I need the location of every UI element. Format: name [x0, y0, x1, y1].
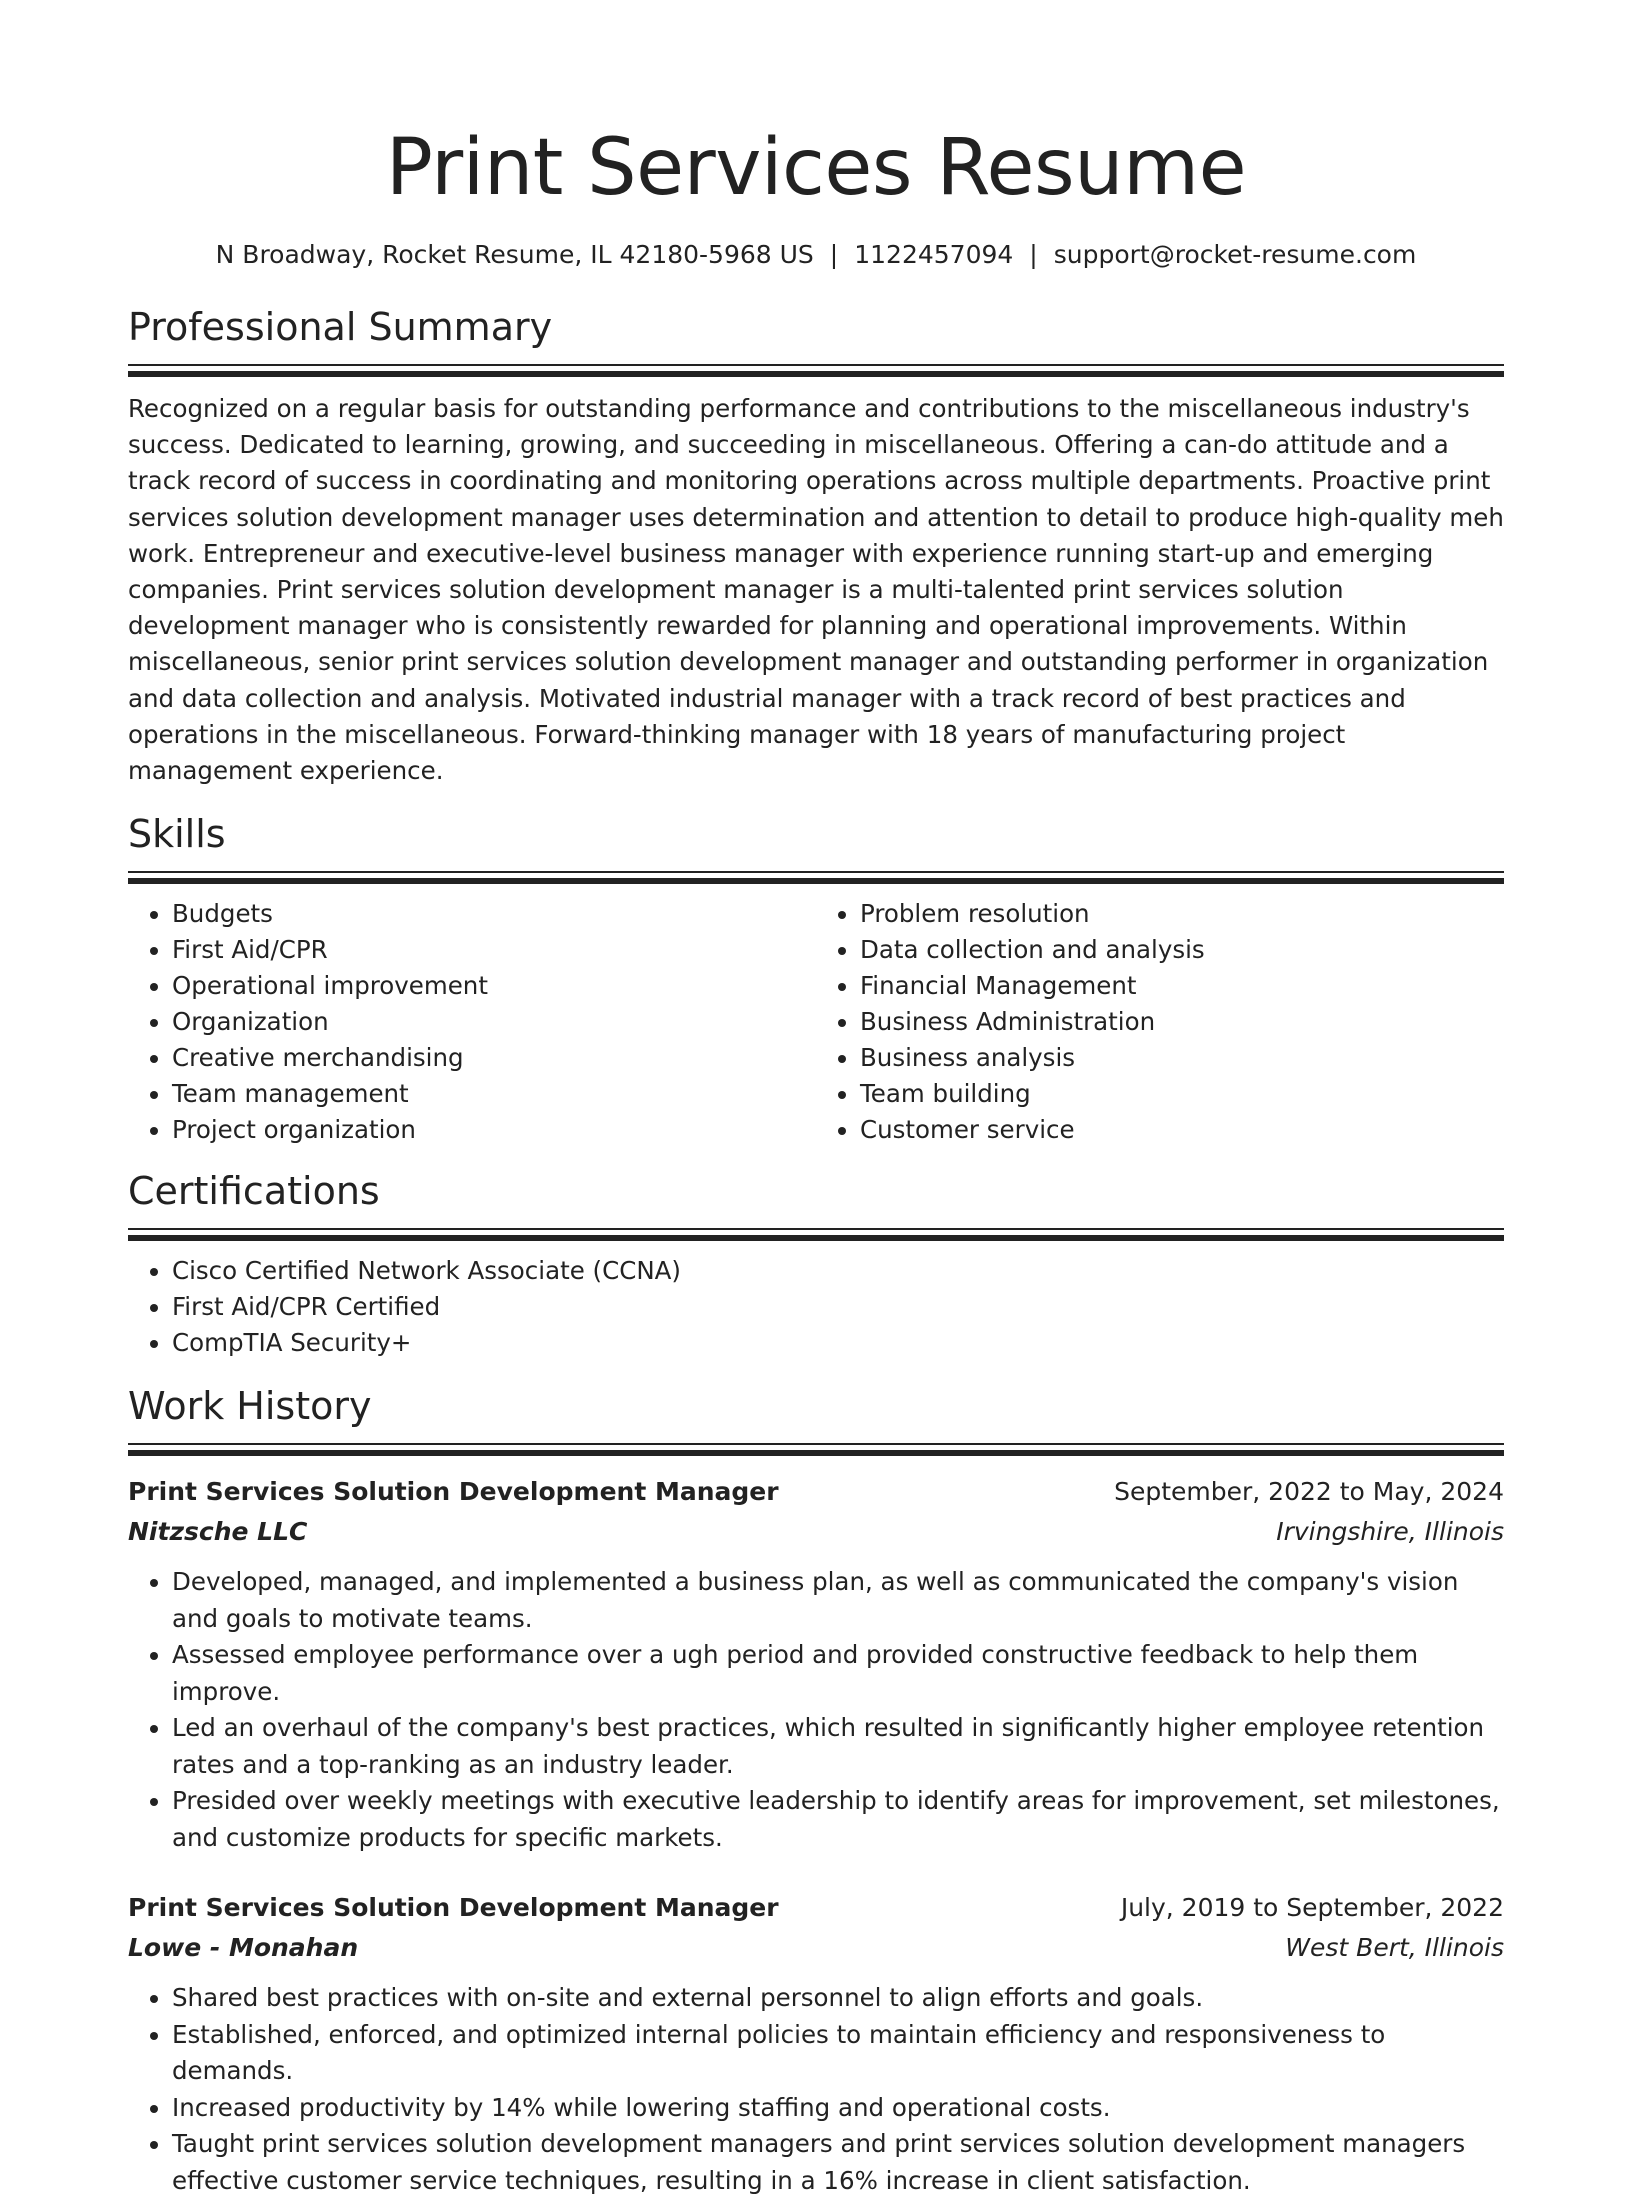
contact-separator: | — [1029, 240, 1038, 269]
job-bullet: • Established, enforced, and optimized internal policies to maintain efficiency and responsiveness to demands. — [172, 2017, 1504, 2090]
skill-item: • Organization — [172, 1004, 816, 1040]
job-company: Lowe - Monahan — [128, 1933, 359, 1963]
job-entry — [128, 1472, 1504, 1856]
skill-item: • Budgets — [172, 896, 816, 932]
job-header — [128, 1472, 1504, 1512]
job-entry — [128, 1888, 1504, 2199]
job-bullet: • Increased productivity by 14% while lowering staffing and operational costs. — [172, 2090, 1504, 2127]
work-heading: Work History — [128, 1384, 372, 1429]
certification-item: • Cisco Certified Network Associate (CCNA) — [172, 1253, 1504, 1289]
job-bullet: • Shared best practices with on-site and external personnel to align efforts and goals. — [172, 1980, 1504, 2017]
skill-item: • Project organization — [172, 1112, 816, 1148]
certifications-list — [128, 1253, 1504, 1361]
job-dates: September, 2022 to May, 2024 — [1114, 1477, 1504, 1507]
job-title: Print Services Solution Development Manager — [128, 1893, 779, 1923]
certifications-section — [128, 1168, 1504, 1361]
skills-grid — [128, 884, 1504, 1148]
job-bullet: • Assessed employee performance over a ugh period and provided constructive feedback to help them improve. — [172, 1637, 1504, 1710]
summary-text: Recognized on a regular basis for outstanding performance and contributions to the miscellaneous industry's success. Dedicated to learning, growing, and succeeding in miscellaneous. Offering a can-do attitude and a track record of success in coordinating and monitoring operations across multiple departments. Proactive print services solution development manager uses determination and attention to detail to produce high-quality meh work. Entrepreneur and executive-level business manager with experience running start-up and emerging companies. Print services solution development manager is a multi-talented print services solution development manager who is consistently rewarded for planning and operational improvements. Within miscellaneous, senior print services solution development manager and outstanding performer in organization and data collection and analysis. Motivated industrial manager with a track record of best practices and operations in the miscellaneous. Forward-thinking manager with 18 years of manufacturing project management experience. — [128, 394, 1504, 786]
section-divider — [128, 1228, 1504, 1241]
job-title: Print Services Solution Development Manager — [128, 1477, 779, 1507]
skill-item: • First Aid/CPR — [172, 932, 816, 968]
certification-item: • CompTIA Security+ — [172, 1325, 1504, 1361]
certifications-heading: Certifications — [128, 1169, 380, 1214]
skills-section — [128, 811, 1504, 1148]
resume-title: Print Services Resume — [385, 123, 1247, 213]
job-bullet: • Led an overhaul of the company's best practices, which resulted in significantly higher employee retention rates and a top-ranking as an industry leader. — [172, 1710, 1504, 1783]
contact-address: N Broadway, Rocket Resume, IL 42180-5968 US — [215, 240, 814, 269]
section-divider — [128, 871, 1504, 884]
skill-item: • Operational improvement — [172, 968, 816, 1004]
job-subheader — [128, 1512, 1504, 1552]
skills-list-right — [816, 896, 1504, 1148]
contact-phone: 1122457094 — [854, 240, 1014, 269]
job-header — [128, 1888, 1504, 1928]
skill-item: • Financial Management — [860, 968, 1504, 1004]
summary-section — [128, 304, 1504, 789]
skill-item: • Team management — [172, 1076, 816, 1112]
job-dates: July, 2019 to September, 2022 — [1120, 1893, 1504, 1923]
skill-item: • Creative merchandising — [172, 1040, 816, 1076]
work-section — [128, 1383, 1504, 2199]
job-bullets — [128, 1564, 1504, 1856]
skill-item: • Business analysis — [860, 1040, 1504, 1076]
job-bullets — [128, 1980, 1504, 2199]
contact-separator: | — [829, 240, 839, 269]
job-bullet: • Developed, managed, and implemented a business plan, as well as communicated the company's vision and goals to motivate teams. — [172, 1564, 1504, 1637]
skills-heading: Skills — [128, 812, 226, 857]
summary-heading: Professional Summary — [128, 305, 553, 349]
job-bullet: • Taught print services solution development managers and print services solution development managers effective customer service techniques, resulting in a 16% increase in client satisfaction. — [172, 2126, 1504, 2199]
skill-item: • Problem resolution — [860, 896, 1504, 932]
skill-item: • Data collection and analysis — [860, 932, 1504, 968]
resume-page — [128, 0, 1504, 2199]
skill-item: • Business Administration — [860, 1004, 1504, 1040]
skill-item: • Customer service — [860, 1112, 1504, 1148]
section-divider — [128, 364, 1504, 377]
skill-item: • Team building — [860, 1076, 1504, 1112]
job-bullet: • Presided over weekly meetings with executive leadership to identify areas for improvement, set milestones, and customize products for specific markets. — [172, 1783, 1504, 1856]
job-location: Irvingshire, Illinois — [1276, 1517, 1504, 1547]
job-subheader — [128, 1928, 1504, 1968]
contact-email[interactable]: support@rocket-resume.com — [1053, 240, 1417, 269]
section-divider — [128, 1443, 1504, 1456]
contact-line — [128, 238, 1504, 272]
certification-item: • First Aid/CPR Certified — [172, 1289, 1504, 1325]
job-location: West Bert, Illinois — [1285, 1933, 1504, 1963]
skills-list-left — [128, 896, 816, 1148]
job-company: Nitzsche LLC — [128, 1517, 308, 1547]
